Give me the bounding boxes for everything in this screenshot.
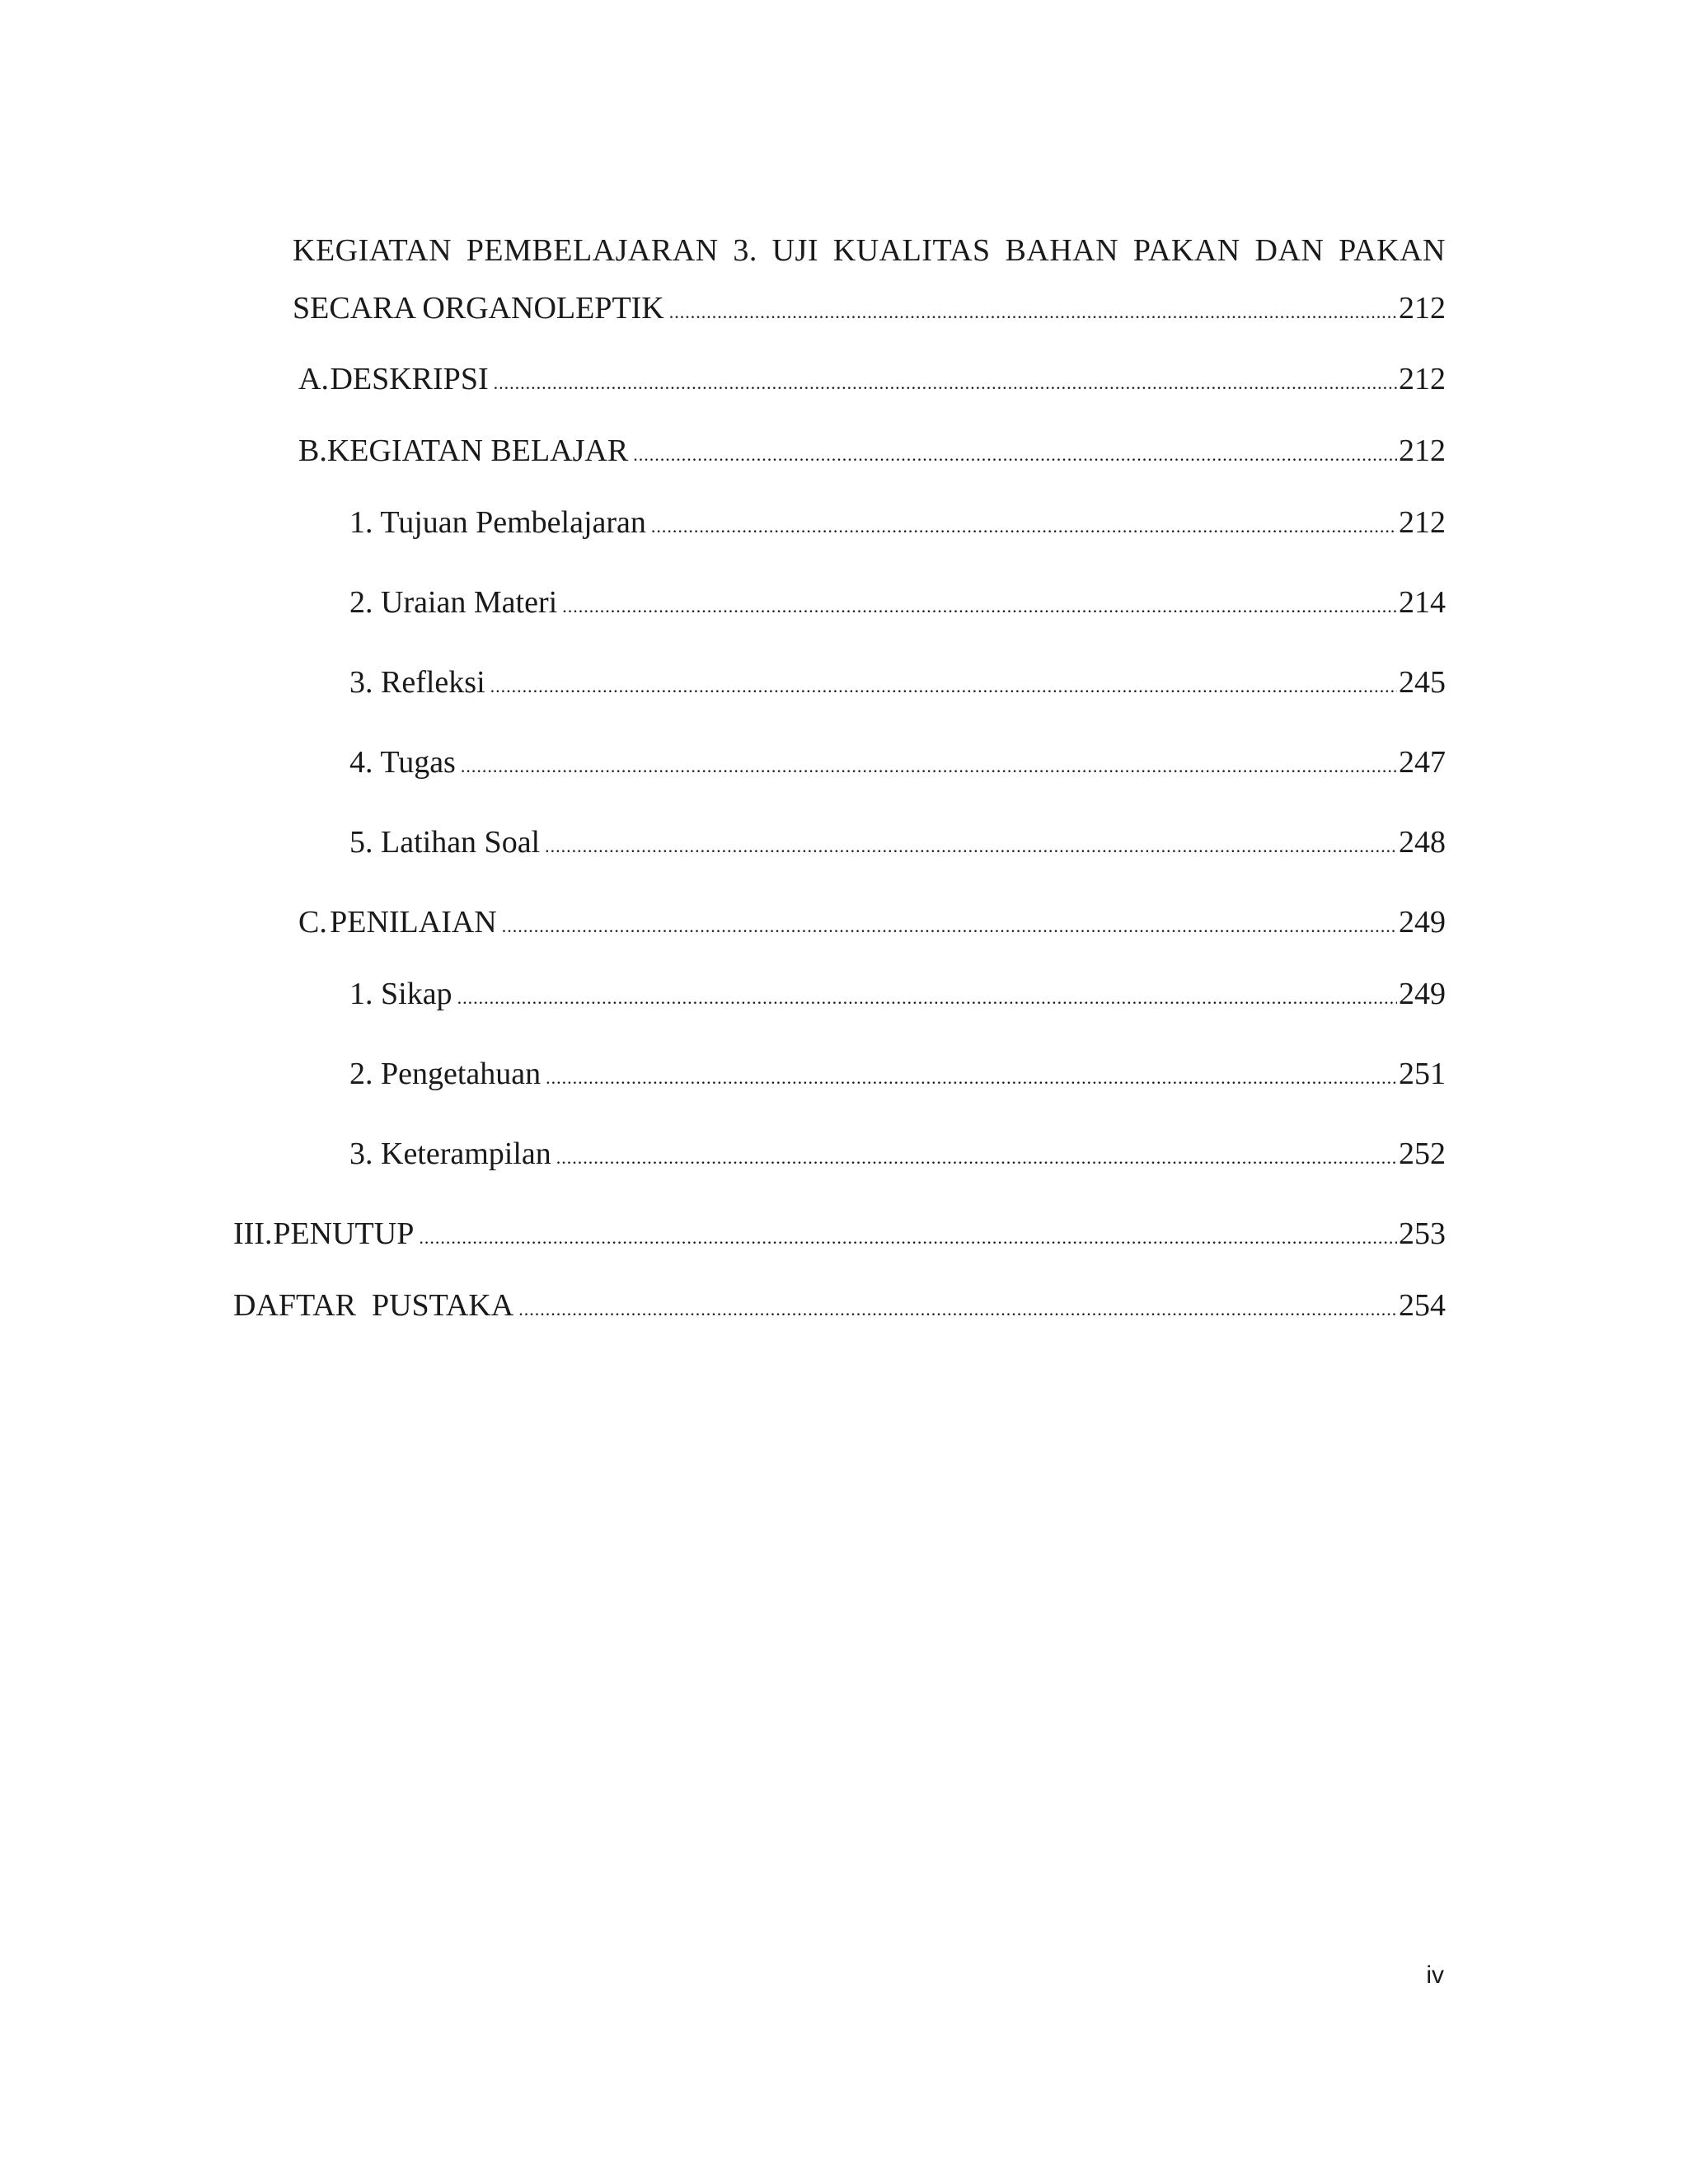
toc-entry-chapter[interactable]	[293, 290, 1446, 326]
dot-leader	[545, 837, 1397, 855]
toc-entry-tugas[interactable]	[349, 744, 1446, 780]
dot-leader	[562, 598, 1397, 616]
heading-word: UJI	[771, 233, 818, 268]
dot-leader	[546, 1069, 1397, 1087]
entry-label: DAFTAR PUSTAKA	[233, 1288, 514, 1323]
entry-page: 212	[1399, 434, 1446, 468]
toc-entry-sikap[interactable]	[349, 976, 1446, 1012]
dot-leader	[461, 757, 1397, 776]
entry-label: 2. Uraian Materi	[349, 585, 558, 620]
entry-label: PENILAIAN	[330, 905, 497, 940]
dot-leader	[502, 917, 1397, 935]
page-number: iv	[1426, 1961, 1444, 1989]
dot-leader	[457, 989, 1397, 1007]
entry-label: KEGIATAN BELAJAR	[326, 434, 629, 468]
entry-page: 254	[1399, 1288, 1446, 1323]
heading-word: 3.	[733, 233, 757, 268]
entry-page: 249	[1399, 905, 1446, 940]
dot-leader	[651, 518, 1397, 536]
heading-word: KEGIATAN	[293, 233, 452, 268]
heading-word: PAKAN	[1132, 233, 1240, 268]
entry-page: 247	[1399, 745, 1446, 780]
entry-label: PENUTUP	[273, 1216, 415, 1251]
entry-number: A.	[298, 362, 329, 396]
entry-page: 252	[1399, 1137, 1446, 1171]
entry-page: 251	[1399, 1057, 1446, 1091]
toc-entry-uraian-materi[interactable]	[349, 584, 1446, 621]
entry-page: 248	[1399, 825, 1446, 860]
entry-page: 212	[1399, 362, 1446, 396]
heading-word: KUALITAS	[832, 233, 991, 268]
toc-entry-deskripsi[interactable]	[298, 361, 1446, 397]
toc-entry-keterampilan[interactable]	[349, 1136, 1446, 1172]
entry-page: 245	[1399, 665, 1446, 700]
entry-page: 249	[1399, 977, 1446, 1011]
toc-entry-refleksi[interactable]	[349, 664, 1446, 701]
entry-page: 253	[1399, 1216, 1446, 1251]
entry-label: 1. Sikap	[349, 977, 452, 1011]
entry-number: C.	[298, 905, 327, 940]
entry-label: 1. Tujuan Pembelajaran	[349, 505, 646, 540]
entry-label: 2. Pengetahuan	[349, 1057, 542, 1091]
entry-number: B.	[298, 434, 327, 468]
entry-label: 3. Keterampilan	[349, 1137, 551, 1171]
heading-word: DAN	[1254, 233, 1325, 268]
dot-leader	[556, 1149, 1397, 1167]
dot-leader	[669, 303, 1397, 321]
dot-leader	[518, 1301, 1397, 1319]
entry-label: DESKRIPSI	[330, 362, 489, 396]
entry-page: 212	[1399, 505, 1446, 540]
entry-number: III.	[233, 1216, 273, 1251]
toc-entry-penilaian[interactable]	[298, 904, 1446, 940]
toc-entry-latihan-soal[interactable]	[349, 824, 1446, 860]
toc-entry-penutup[interactable]	[233, 1216, 1446, 1252]
entry-label: 5. Latihan Soal	[349, 825, 541, 860]
entry-label: 3. Refleksi	[349, 665, 485, 700]
chapter-heading-line1	[293, 232, 1446, 269]
entry-label: 4. Tugas	[349, 745, 456, 780]
entry-page: 212	[1399, 291, 1446, 326]
toc-entry-tujuan[interactable]	[349, 504, 1446, 541]
dot-leader	[494, 374, 1397, 392]
dot-leader	[633, 446, 1397, 464]
entry-label: SECARA ORGANOLEPTIK	[293, 291, 664, 326]
toc-entry-daftar-pustaka[interactable]	[233, 1287, 1446, 1324]
toc-entry-pengetahuan[interactable]	[349, 1056, 1446, 1092]
heading-word: PAKAN	[1339, 233, 1446, 268]
heading-word: PEMBELAJARAN	[466, 233, 719, 268]
dot-leader	[419, 1229, 1397, 1247]
entry-page: 214	[1399, 585, 1446, 620]
dot-leader	[490, 677, 1397, 696]
heading-word: BAHAN	[1005, 233, 1119, 268]
toc-entry-kegiatan-belajar[interactable]	[298, 433, 1446, 469]
